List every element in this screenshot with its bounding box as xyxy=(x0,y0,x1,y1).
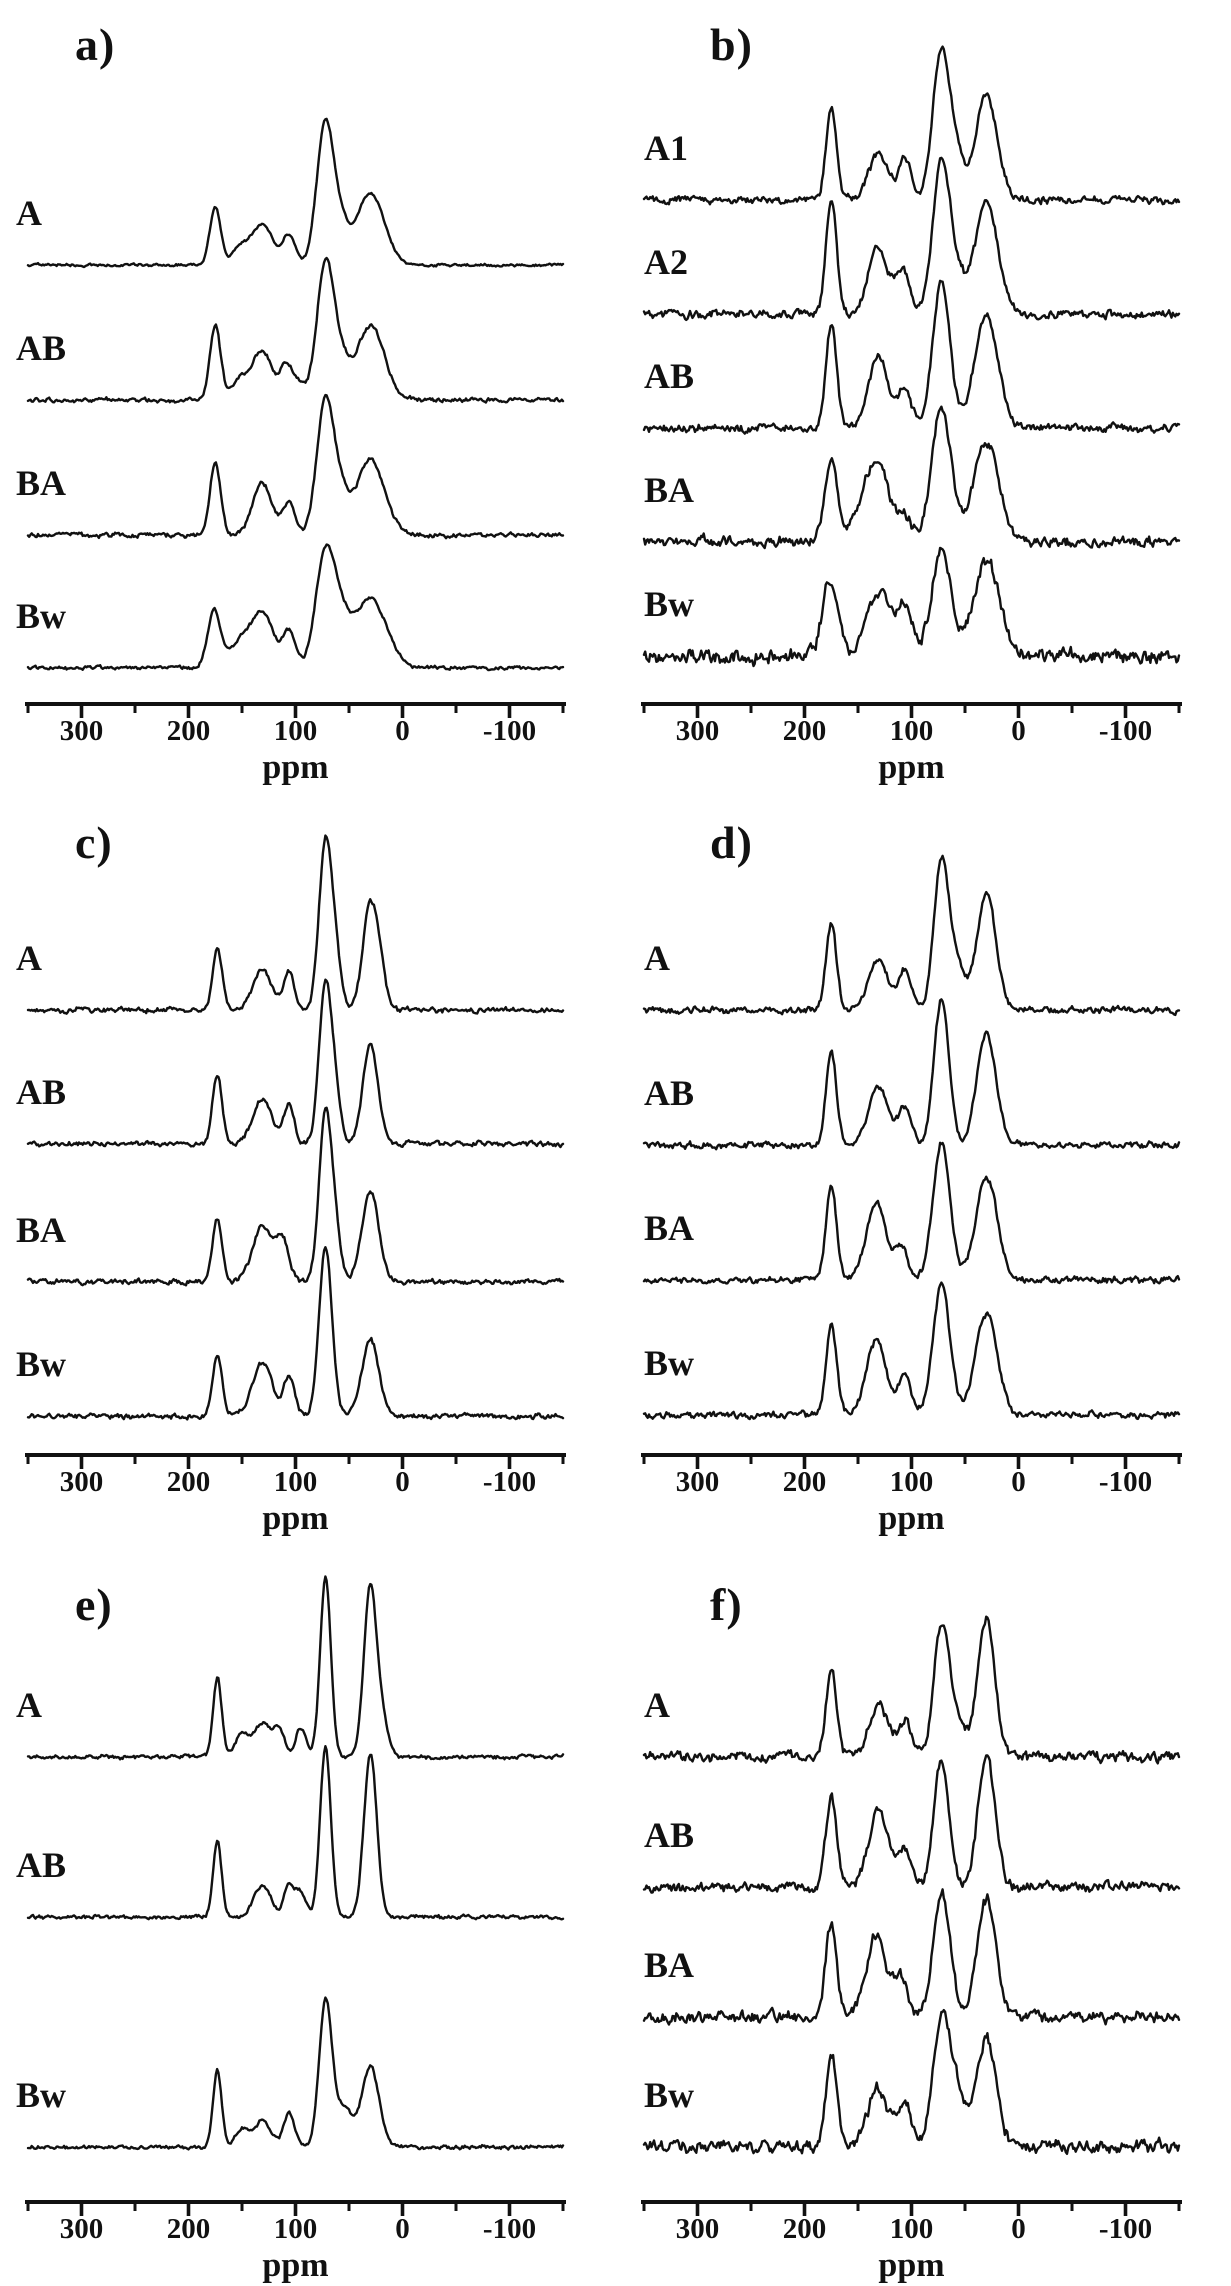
spectra-plot-e xyxy=(0,1524,615,2286)
trace-label-AB: AB xyxy=(644,356,695,396)
trace-label-Bw: Bw xyxy=(16,1344,67,1384)
panel-f xyxy=(616,1524,1231,2286)
x-axis-title: ppm xyxy=(878,2247,945,2284)
trace-label-A: A xyxy=(16,193,42,233)
spectrum-trace-AB xyxy=(28,1746,563,1919)
trace-label-Bw: Bw xyxy=(16,596,67,636)
spectrum-trace-AB xyxy=(644,999,1179,1149)
trace-label-A1: A1 xyxy=(644,128,688,168)
x-tick-label-200: 200 xyxy=(782,2213,827,2245)
spectrum-trace-Bw xyxy=(644,2010,1179,2154)
panel-letter-c: c) xyxy=(75,817,113,868)
spectrum-trace-AB xyxy=(28,258,563,403)
panel-letter-a: a) xyxy=(75,19,116,70)
spectrum-trace-A1 xyxy=(644,47,1179,205)
spectrum-trace-Bw xyxy=(644,1283,1179,1419)
x-tick-label-0: 0 xyxy=(395,1466,410,1498)
trace-label-AB: AB xyxy=(16,1845,67,1885)
trace-label-A: A xyxy=(16,1685,42,1725)
trace-label-Bw: Bw xyxy=(644,584,695,624)
spectrum-trace-A xyxy=(644,856,1179,1015)
x-tick-label-200: 200 xyxy=(782,1466,827,1498)
spectra-plot-c xyxy=(0,762,615,1552)
trace-label-A: A xyxy=(16,938,42,978)
x-tick-label-0: 0 xyxy=(1011,1466,1026,1498)
x-tick-label-100: 100 xyxy=(889,2213,934,2245)
x-tick-label--100: -100 xyxy=(1098,1466,1153,1498)
spectrum-trace-A xyxy=(644,1617,1179,1764)
x-tick-label-200: 200 xyxy=(166,715,211,747)
trace-label-BA: BA xyxy=(644,1945,695,1985)
x-tick-label--100: -100 xyxy=(1098,715,1153,747)
spectra-plot-d xyxy=(616,762,1231,1552)
panel-e xyxy=(0,1524,616,2286)
x-tick-label-100: 100 xyxy=(273,1466,318,1498)
spectrum-trace-Bw xyxy=(28,545,563,671)
x-axis-title: ppm xyxy=(878,749,945,786)
spectrum-trace-AB xyxy=(28,980,563,1147)
x-axis-title: ppm xyxy=(262,2247,329,2284)
x-tick-label-200: 200 xyxy=(782,715,827,747)
spectrum-trace-A2 xyxy=(644,158,1179,320)
x-tick-label-0: 0 xyxy=(1011,2213,1026,2245)
x-tick-label-0: 0 xyxy=(395,2213,410,2245)
x-tick-label--100: -100 xyxy=(482,2213,537,2245)
x-tick-label-100: 100 xyxy=(889,715,934,747)
spectrum-trace-Bw xyxy=(644,548,1179,666)
panel-letter-d: d) xyxy=(710,817,753,868)
panel-letter-b: b) xyxy=(710,19,753,70)
trace-label-BA: BA xyxy=(644,470,695,510)
spectrum-trace-BA xyxy=(644,1889,1179,2024)
x-tick-label-300: 300 xyxy=(59,1466,104,1498)
x-tick-label--100: -100 xyxy=(1098,2213,1153,2245)
x-tick-label-200: 200 xyxy=(166,1466,211,1498)
spectrum-trace-BA xyxy=(28,1108,563,1286)
x-tick-label--100: -100 xyxy=(482,715,537,747)
x-tick-label-100: 100 xyxy=(889,1466,934,1498)
panel-a xyxy=(0,0,616,786)
x-tick-label-100: 100 xyxy=(273,2213,318,2245)
x-axis-title: ppm xyxy=(262,1500,329,1537)
spectra-plot-a xyxy=(0,0,615,790)
trace-label-AB: AB xyxy=(644,1815,695,1855)
trace-label-AB: AB xyxy=(16,328,67,368)
x-tick-label-200: 200 xyxy=(166,2213,211,2245)
trace-label-Bw: Bw xyxy=(16,2075,67,2115)
trace-label-A2: A2 xyxy=(644,242,688,282)
panel-d xyxy=(616,762,1231,1537)
x-tick-label-0: 0 xyxy=(395,715,410,747)
trace-label-BA: BA xyxy=(16,463,67,503)
trace-label-AB: AB xyxy=(16,1072,67,1112)
panel-b xyxy=(616,0,1231,786)
panel-c xyxy=(0,762,616,1537)
x-tick-label-300: 300 xyxy=(675,2213,720,2245)
x-tick-label-300: 300 xyxy=(675,715,720,747)
spectrum-trace-AB xyxy=(644,1755,1179,1892)
x-tick-label-300: 300 xyxy=(59,715,104,747)
trace-label-A: A xyxy=(644,1685,670,1725)
trace-label-AB: AB xyxy=(644,1073,695,1113)
x-axis-title: ppm xyxy=(878,1500,945,1537)
panel-letter-e: e) xyxy=(75,1579,113,1630)
spectra-plot-f xyxy=(616,1524,1231,2286)
trace-label-Bw: Bw xyxy=(644,1343,695,1383)
spectrum-trace-Bw xyxy=(28,1998,563,2150)
panel-letter-f: f) xyxy=(710,1579,743,1630)
x-tick-label--100: -100 xyxy=(482,1466,537,1498)
x-tick-label-0: 0 xyxy=(1011,715,1026,747)
spectrum-trace-AB xyxy=(644,281,1179,434)
spectra-plot-b xyxy=(616,0,1231,790)
x-tick-label-100: 100 xyxy=(273,715,318,747)
x-tick-label-300: 300 xyxy=(59,2213,104,2245)
spectrum-trace-BA xyxy=(28,395,563,538)
spectrum-trace-BA xyxy=(644,1143,1179,1284)
trace-label-BA: BA xyxy=(644,1208,695,1248)
x-tick-label-300: 300 xyxy=(675,1466,720,1498)
spectrum-trace-A xyxy=(28,119,563,267)
trace-label-BA: BA xyxy=(16,1210,67,1250)
trace-label-Bw: Bw xyxy=(644,2075,695,2115)
x-axis-title: ppm xyxy=(262,749,329,786)
trace-label-A: A xyxy=(644,938,670,978)
